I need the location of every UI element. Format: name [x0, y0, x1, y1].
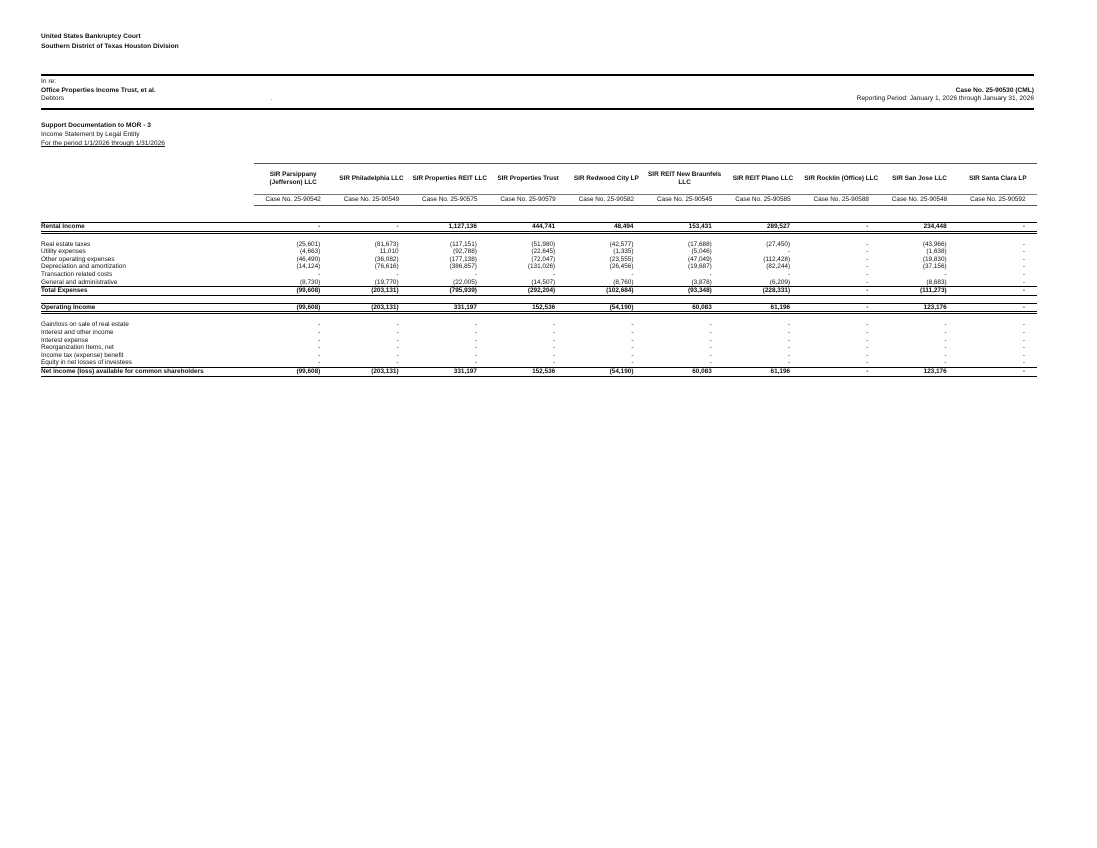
row-value: 61,196: [724, 303, 802, 313]
court-name: United States Bankruptcy Court: [41, 33, 141, 40]
row-label: Depreciation and amortization: [41, 263, 126, 271]
row-value: -: [959, 287, 1037, 296]
row-label: General and administrative: [41, 279, 254, 287]
row-value: (1,638): [926, 248, 947, 256]
spacer-row: [41, 313, 1037, 322]
debtors-label: Debtors: [41, 95, 65, 103]
row-value: -: [944, 270, 947, 278]
row-value: -: [474, 344, 477, 352]
row-value: (177,138): [449, 255, 477, 263]
row-value: (102,684): [567, 287, 645, 296]
entity-name: SIR Properties REIT LLC: [411, 164, 489, 195]
entity-name: SIR REIT Plano LLC: [724, 164, 802, 195]
case-number: Case No. 25-90530 (CML): [955, 86, 1034, 94]
row-value: (5,046): [691, 248, 712, 256]
entity-header-row: [41, 164, 1037, 195]
entity-case-number: Case No. 25-90592: [959, 195, 1037, 206]
row-label: Equity in net losses of investees: [41, 359, 254, 367]
row-value: -: [411, 359, 489, 367]
row-value: -: [474, 321, 477, 329]
row-operating-income: [41, 303, 1037, 313]
support-subtitle: Income Statement by Legal Entity: [41, 131, 140, 139]
row-value: (93,348): [645, 287, 723, 296]
row-value: -: [645, 359, 723, 367]
row-value: -: [396, 344, 399, 352]
row-value: -: [318, 344, 321, 352]
stray-dot: .: [271, 96, 273, 102]
row-value: -: [959, 303, 1037, 313]
entity-case-number: Case No. 25-90588: [802, 195, 880, 206]
entity-case-number: Case No. 25-90542: [254, 195, 332, 206]
row-value: 48,494: [567, 223, 645, 233]
row-value: -: [709, 336, 712, 344]
row-value: (37,156): [922, 263, 947, 271]
row-value: -: [631, 321, 634, 329]
support-header: [41, 121, 165, 149]
row-value: -: [1022, 351, 1025, 359]
row-value: -: [1022, 328, 1025, 336]
row-value: 11,010: [379, 248, 399, 256]
row-value: -: [318, 270, 321, 278]
row-value: -: [567, 359, 645, 367]
row-real-estate-taxes: [41, 241, 1037, 249]
debtor-name: Office Properties Income Trust, et al.: [41, 86, 156, 94]
row-value: -: [396, 328, 399, 336]
row-value: -: [787, 336, 791, 344]
reporting-period: Reporting Period: January 1, 2026 through January 31, 2026: [856, 95, 1034, 103]
row-label: Other operating expenses: [41, 255, 115, 263]
case-number-row: [41, 195, 1037, 206]
row-value: -: [802, 223, 880, 233]
row-value: (8,760): [567, 279, 645, 287]
row-value: (99,608): [254, 367, 332, 376]
row-income-tax: [41, 352, 1037, 360]
row-value: (72,047): [531, 255, 556, 263]
row-value: -: [709, 344, 712, 352]
row-value: -: [944, 336, 947, 344]
row-value: (131,026): [527, 263, 556, 271]
row-interest-other-income: [41, 329, 1037, 337]
row-value: -: [553, 351, 556, 359]
support-title: Support Documentation to MOR - 3: [41, 122, 151, 129]
row-value: (25,601): [296, 240, 321, 248]
entity-case-number: Case No. 25-90549: [332, 195, 410, 206]
row-value: -: [489, 359, 567, 367]
row-value: -: [1022, 255, 1025, 263]
entity-name: SIR Redwood City LP: [567, 164, 645, 195]
row-value: (1,335): [613, 248, 634, 256]
row-rental-income: [41, 223, 1037, 233]
row-utility-expenses: [41, 248, 1037, 256]
row-value: (203,131): [332, 303, 410, 313]
row-value: (203,131): [332, 287, 410, 296]
row-value: (111,273): [880, 287, 958, 296]
income-statement-table: [41, 163, 1037, 377]
row-value: -: [959, 359, 1037, 367]
row-value: -: [1022, 344, 1025, 352]
row-label: Interest expense: [41, 336, 89, 344]
row-value: (27,450): [766, 240, 791, 248]
spacer-row: [41, 295, 1037, 303]
row-reorganization: [41, 344, 1037, 352]
row-value: -: [944, 344, 947, 352]
entity-case-number: Case No. 25-90582: [567, 195, 645, 206]
row-value: (43,966): [922, 240, 947, 248]
row-value: (3,878): [645, 279, 723, 287]
row-equity-losses: [41, 359, 1037, 367]
row-value: -: [1022, 240, 1025, 248]
support-period: For the period 1/1/2026 through 1/31/2026: [41, 140, 165, 148]
row-value: -: [474, 328, 477, 336]
row-value: (54,190): [567, 303, 645, 313]
row-total-expenses: [41, 287, 1037, 296]
row-value: -: [631, 270, 634, 278]
row-value: -: [724, 359, 802, 367]
entity-name: SIR Santa Clara LP: [959, 164, 1037, 195]
row-value: -: [944, 351, 947, 359]
row-value: (23,555): [609, 255, 634, 263]
row-value: (117,151): [450, 240, 477, 248]
row-value: 234,448: [880, 223, 958, 233]
row-value: -: [553, 344, 556, 352]
row-value: -: [866, 328, 869, 336]
row-value: -: [553, 321, 556, 329]
row-value: -: [709, 321, 712, 329]
row-value: -: [254, 359, 332, 367]
row-value: -: [866, 344, 869, 352]
caption-right: [857, 78, 1034, 104]
row-value: (99,608): [254, 303, 332, 313]
row-value: -: [318, 328, 321, 336]
row-value: -: [474, 336, 477, 344]
row-value: -: [1022, 336, 1025, 344]
row-value: 152,536: [489, 303, 567, 313]
row-value: (4,663): [300, 248, 321, 256]
row-value: (19,830): [922, 255, 947, 263]
row-value: (36,082): [374, 255, 399, 263]
row-value: -: [866, 255, 869, 263]
spacer-row: [41, 232, 1037, 241]
row-general-admin: [41, 279, 1037, 287]
row-value: 331,197: [411, 367, 489, 376]
row-other-operating: [41, 256, 1037, 264]
entity-name: SIR REIT New Braunfels LLC: [645, 164, 723, 195]
row-value: (47,049): [687, 255, 712, 263]
row-value: -: [880, 359, 958, 367]
row-value: -: [1022, 248, 1025, 256]
row-value: -: [254, 223, 332, 233]
row-value: -: [787, 328, 791, 336]
row-label: Transaction related costs: [41, 270, 113, 278]
row-value: (14,124): [296, 263, 321, 271]
entity-case-number: Case No. 25-90585: [724, 195, 802, 206]
row-value: (112,428): [763, 255, 791, 263]
row-value: -: [866, 248, 869, 256]
row-value: -: [787, 270, 791, 278]
row-value: -: [787, 321, 791, 329]
row-value: -: [802, 359, 880, 367]
row-value: (795,939): [411, 287, 489, 296]
row-value: -: [553, 336, 556, 344]
caption-left: [41, 78, 156, 104]
entity-case-number: Case No. 25-90575: [411, 195, 489, 206]
entity-name: SIR Parsippany (Jefferson) LLC: [254, 164, 332, 195]
row-value: 444,741: [489, 223, 567, 233]
row-value: (99,608): [254, 287, 332, 296]
row-label: Real estate taxes: [41, 240, 91, 248]
row-value: -: [332, 223, 410, 233]
row-value: -: [944, 328, 947, 336]
row-value: -: [631, 328, 634, 336]
row-value: -: [1022, 263, 1025, 271]
row-value: (228,331): [724, 287, 802, 296]
row-value: 152,536: [489, 367, 567, 376]
row-value: 289,527: [724, 223, 802, 233]
row-value: -: [553, 328, 556, 336]
row-gain-loss-sale: [41, 321, 1037, 329]
row-value: 123,176: [880, 303, 958, 313]
row-interest-expense: [41, 337, 1037, 345]
row-value: -: [944, 321, 947, 329]
row-value: (8,683): [880, 279, 958, 287]
row-label: Gain/loss on sale of real estate: [41, 321, 129, 329]
row-label: Rental Income: [41, 223, 254, 233]
row-value: -: [318, 351, 321, 359]
row-value: (46,490): [296, 255, 321, 263]
row-value: 1,127,136: [411, 223, 489, 233]
row-value: -: [959, 223, 1037, 233]
row-value: 60,083: [645, 303, 723, 313]
row-value: 61,196: [724, 367, 802, 376]
entity-name: SIR Philadelphia LLC: [332, 164, 410, 195]
row-label: Income tax (expense) benefit: [41, 351, 124, 359]
court-division: Southern District of Texas Houston Division: [41, 43, 179, 50]
row-value: -: [866, 321, 869, 329]
row-value: -: [802, 367, 880, 376]
row-value: -: [631, 351, 634, 359]
row-value: (42,577): [609, 240, 634, 248]
row-value: -: [396, 270, 399, 278]
case-caption: [41, 74, 1034, 110]
entity-case-number: Case No. 25-90548: [880, 195, 958, 206]
row-value: -: [802, 287, 880, 296]
row-value: (17,688): [687, 240, 712, 248]
row-value: (81,673): [374, 240, 399, 248]
row-value: -: [802, 303, 880, 313]
row-value: -: [787, 248, 791, 256]
spacer-row: [41, 206, 1037, 223]
row-value: -: [959, 279, 1037, 287]
row-value: (386,857): [449, 263, 477, 271]
row-value: (203,131): [332, 367, 410, 376]
row-label: Utility expenses: [41, 248, 86, 256]
row-value: -: [709, 351, 712, 359]
row-label: Operating Income: [41, 303, 254, 313]
court-header: [41, 32, 179, 52]
row-value: (19,770): [332, 279, 410, 287]
row-value: -: [1022, 321, 1025, 329]
row-value: -: [709, 328, 712, 336]
row-depreciation: [41, 263, 1037, 271]
row-value: -: [787, 351, 791, 359]
row-value: 331,197: [411, 303, 489, 313]
row-value: -: [866, 240, 869, 248]
entity-case-number: Case No. 25-90545: [645, 195, 723, 206]
row-value: -: [866, 351, 869, 359]
row-value: -: [802, 279, 880, 287]
row-value: -: [631, 336, 634, 344]
row-value: (92,788): [453, 248, 477, 256]
row-value: -: [866, 336, 869, 344]
row-value: -: [318, 336, 321, 344]
row-value: -: [396, 321, 399, 329]
row-value: (51,980): [531, 240, 556, 248]
entity-name: SIR San Jose LLC: [880, 164, 958, 195]
row-value: 60,083: [645, 367, 723, 376]
row-value: -: [318, 321, 321, 329]
row-label: Reorganization Items, net: [41, 344, 114, 352]
entity-name: SIR Properties Trust: [489, 164, 567, 195]
row-value: -: [787, 344, 791, 352]
row-value: (6,209): [724, 279, 802, 287]
row-value: -: [474, 351, 477, 359]
row-label: Net income (loss) available for common shareholders: [41, 367, 254, 376]
row-value: 123,176: [880, 367, 958, 376]
row-value: (19,687): [687, 263, 712, 271]
row-value: (14,507): [489, 279, 567, 287]
entity-case-number: Case No. 25-90579: [489, 195, 567, 206]
row-value: (8,730): [254, 279, 332, 287]
row-value: -: [553, 270, 556, 278]
row-value: (82,244): [766, 263, 791, 271]
row-value: -: [332, 359, 410, 367]
row-value: -: [866, 270, 869, 278]
row-value: (22,645): [531, 248, 556, 256]
row-value: -: [396, 336, 399, 344]
row-value: -: [396, 351, 399, 359]
row-net-income: [41, 367, 1037, 376]
row-value: (22,005): [411, 279, 489, 287]
row-value: (54,190): [567, 367, 645, 376]
row-value: -: [474, 270, 477, 278]
row-value: -: [631, 344, 634, 352]
row-value: 153,431: [645, 223, 723, 233]
in-re-label: In re:: [41, 78, 57, 85]
row-value: -: [959, 367, 1037, 376]
row-label: Interest and other income: [41, 328, 114, 336]
row-label: Total Expenses: [41, 287, 254, 296]
row-value: (26,456): [609, 263, 634, 271]
row-value: -: [1022, 270, 1025, 278]
row-value: (292,204): [489, 287, 567, 296]
entity-name: SIR Rocklin (Office) LLC: [802, 164, 880, 195]
row-value: -: [866, 263, 869, 271]
row-value: (76,616): [374, 263, 399, 271]
row-value: -: [709, 270, 712, 278]
row-transaction-costs: [41, 271, 1037, 279]
